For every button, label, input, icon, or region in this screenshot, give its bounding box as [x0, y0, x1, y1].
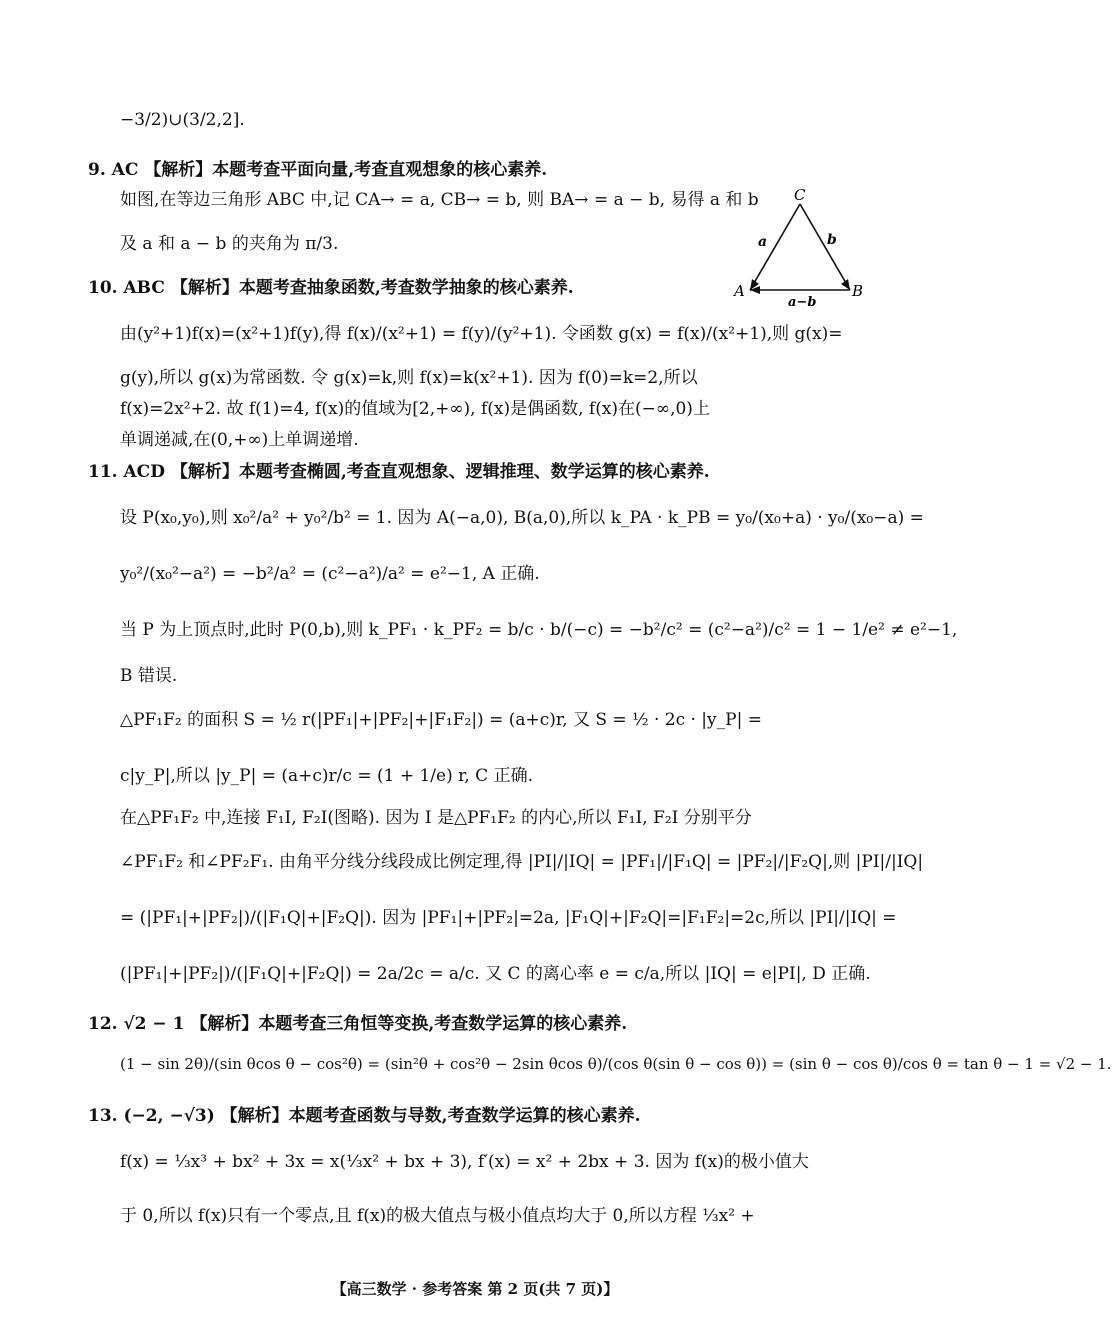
- side-b-label: b: [827, 232, 837, 248]
- side-a-label: a: [758, 234, 768, 250]
- q10-heading: 10. ABC 【解析】本题考查抽象函数,考查数学抽象的核心素养.: [88, 278, 574, 298]
- q11-line-8: ∠PF₁F₂ 和∠PF₂F₁. 由角平分线分线段成比例定理,得 |PI|/|IQ| = |PF₁|/|F₁Q| = |PF₂|/|F₂Q|,则 |PI|/|IQ|: [120, 852, 924, 872]
- q10-line-4: 单调递减,在(0,+∞)上单调递增.: [120, 430, 359, 450]
- vector-b-line: [800, 204, 850, 290]
- side-a-minus-b-label: a−b: [788, 295, 817, 310]
- q9-line-2: 及 a 和 a − b 的夹角为 π/3.: [120, 234, 339, 254]
- q11-line-3: 当 P 为上顶点时,此时 P(0,b),则 k_PF₁ · k_PF₂ = b/c · b/(−c) = −b²/c² = (c²−a²)/c² = 1 − 1/e² ≠ e²−1,: [120, 620, 958, 640]
- q11-line-9: = (|PF₁|+|PF₂|)/(|F₁Q|+|F₂Q|). 因为 |PF₁|+|PF₂|=2a, |F₁Q|+|F₂Q|=|F₁F₂|=2c,所以 |PI|/|IQ| =: [120, 908, 897, 928]
- vertex-b-label: B: [852, 282, 864, 300]
- q8-tail: −3/2)∪(3/2,2].: [120, 110, 245, 130]
- vertex-c-label: C: [794, 186, 806, 204]
- vector-b-arrowhead: [841, 279, 850, 290]
- q11-line-2: y₀²/(x₀²−a²) = −b²/a² = (c²−a²)/a² = e²−1, A 正确.: [120, 564, 540, 584]
- q11-line-7: 在△PF₁F₂ 中,连接 F₁I, F₂I(图略). 因为 I 是△PF₁F₂ 的内心,所以 F₁I, F₂I 分别平分: [120, 808, 752, 828]
- q11-line-4: B 错误.: [120, 666, 178, 686]
- q13-heading: 13. (−2, −√3) 【解析】本题考查函数与导数,考查数学运算的核心素养.: [88, 1106, 641, 1126]
- q11-line-10: (|PF₁|+|PF₂|)/(|F₁Q|+|F₂Q|) = 2a/2c = a/c. 又 C 的离心率 e = c/a,所以 |IQ| = e|PI|, D 正确.: [120, 964, 871, 984]
- q13-line-2: 于 0,所以 f(x)只有一个零点,且 f(x)的极大值点与极小值点均大于 0,所以方程 ⅓x² +: [120, 1206, 755, 1226]
- q11-line-5: △PF₁F₂ 的面积 S = ½ r(|PF₁|+|PF₂|+|F₁F₂|) = (a+c)r, 又 S = ½ · 2c · |y_P| =: [120, 710, 762, 730]
- q9-heading: 9. AC 【解析】本题考查平面向量,考查直观想象的核心素养.: [88, 160, 548, 180]
- q10-line-2: g(y),所以 g(x)为常函数. 令 g(x)=k,则 f(x)=k(x²+1). 因为 f(0)=k=2,所以: [120, 368, 698, 388]
- q11-line-1: 设 P(x₀,y₀),则 x₀²/a² + y₀²/b² = 1. 因为 A(−a,0), B(a,0),所以 k_PA · k_PB = y₀/(x₀+a) · y₀/(x₀−a) =: [120, 508, 924, 528]
- q13-line-1: f(x) = ⅓x³ + bx² + 3x = x(⅓x² + bx + 3), f′(x) = x² + 2bx + 3. 因为 f(x)的极小值大: [120, 1152, 809, 1172]
- q12-heading: 12. √2 − 1 【解析】本题考查三角恒等变换,考查数学运算的核心素养.: [88, 1014, 628, 1034]
- q10-line-1: 由(y²+1)f(x)=(x²+1)f(y),得 f(x)/(x²+1) = f(y)/(y²+1). 令函数 g(x) = f(x)/(x²+1),则 g(x)=: [120, 324, 843, 344]
- q9-line-1: 如图,在等边三角形 ABC 中,记 CA→ = a, CB→ = b, 则 BA→ = a − b, 易得 a 和 b: [120, 190, 759, 210]
- q10-line-3: f(x)=2x²+2. 故 f(1)=4, f(x)的值域为[2,+∞), f(x)是偶函数, f(x)在(−∞,0)上: [120, 399, 710, 419]
- triangle-figure: [730, 186, 870, 310]
- page-footer: 【高三数学 · 参考答案 第 2 页(共 7 页)】: [331, 1280, 619, 1298]
- q11-line-6: c|y_P|,所以 |y_P| = (a+c)r/c = (1 + 1/e) r, C 正确.: [120, 766, 533, 786]
- q12-line-1: (1 − sin 2θ)/(sin θcos θ − cos²θ) = (sin²θ + cos²θ − 2sin θcos θ)/(cos θ(sin θ − cos θ)) = (sin θ − cos θ)/cos θ = tan θ − 1 = √2 − 1.: [120, 1055, 1112, 1073]
- q11-heading: 11. ACD 【解析】本题考查椭圆,考查直观想象、逻辑推理、数学运算的核心素养.: [88, 462, 710, 482]
- vertex-a-label: A: [734, 282, 745, 300]
